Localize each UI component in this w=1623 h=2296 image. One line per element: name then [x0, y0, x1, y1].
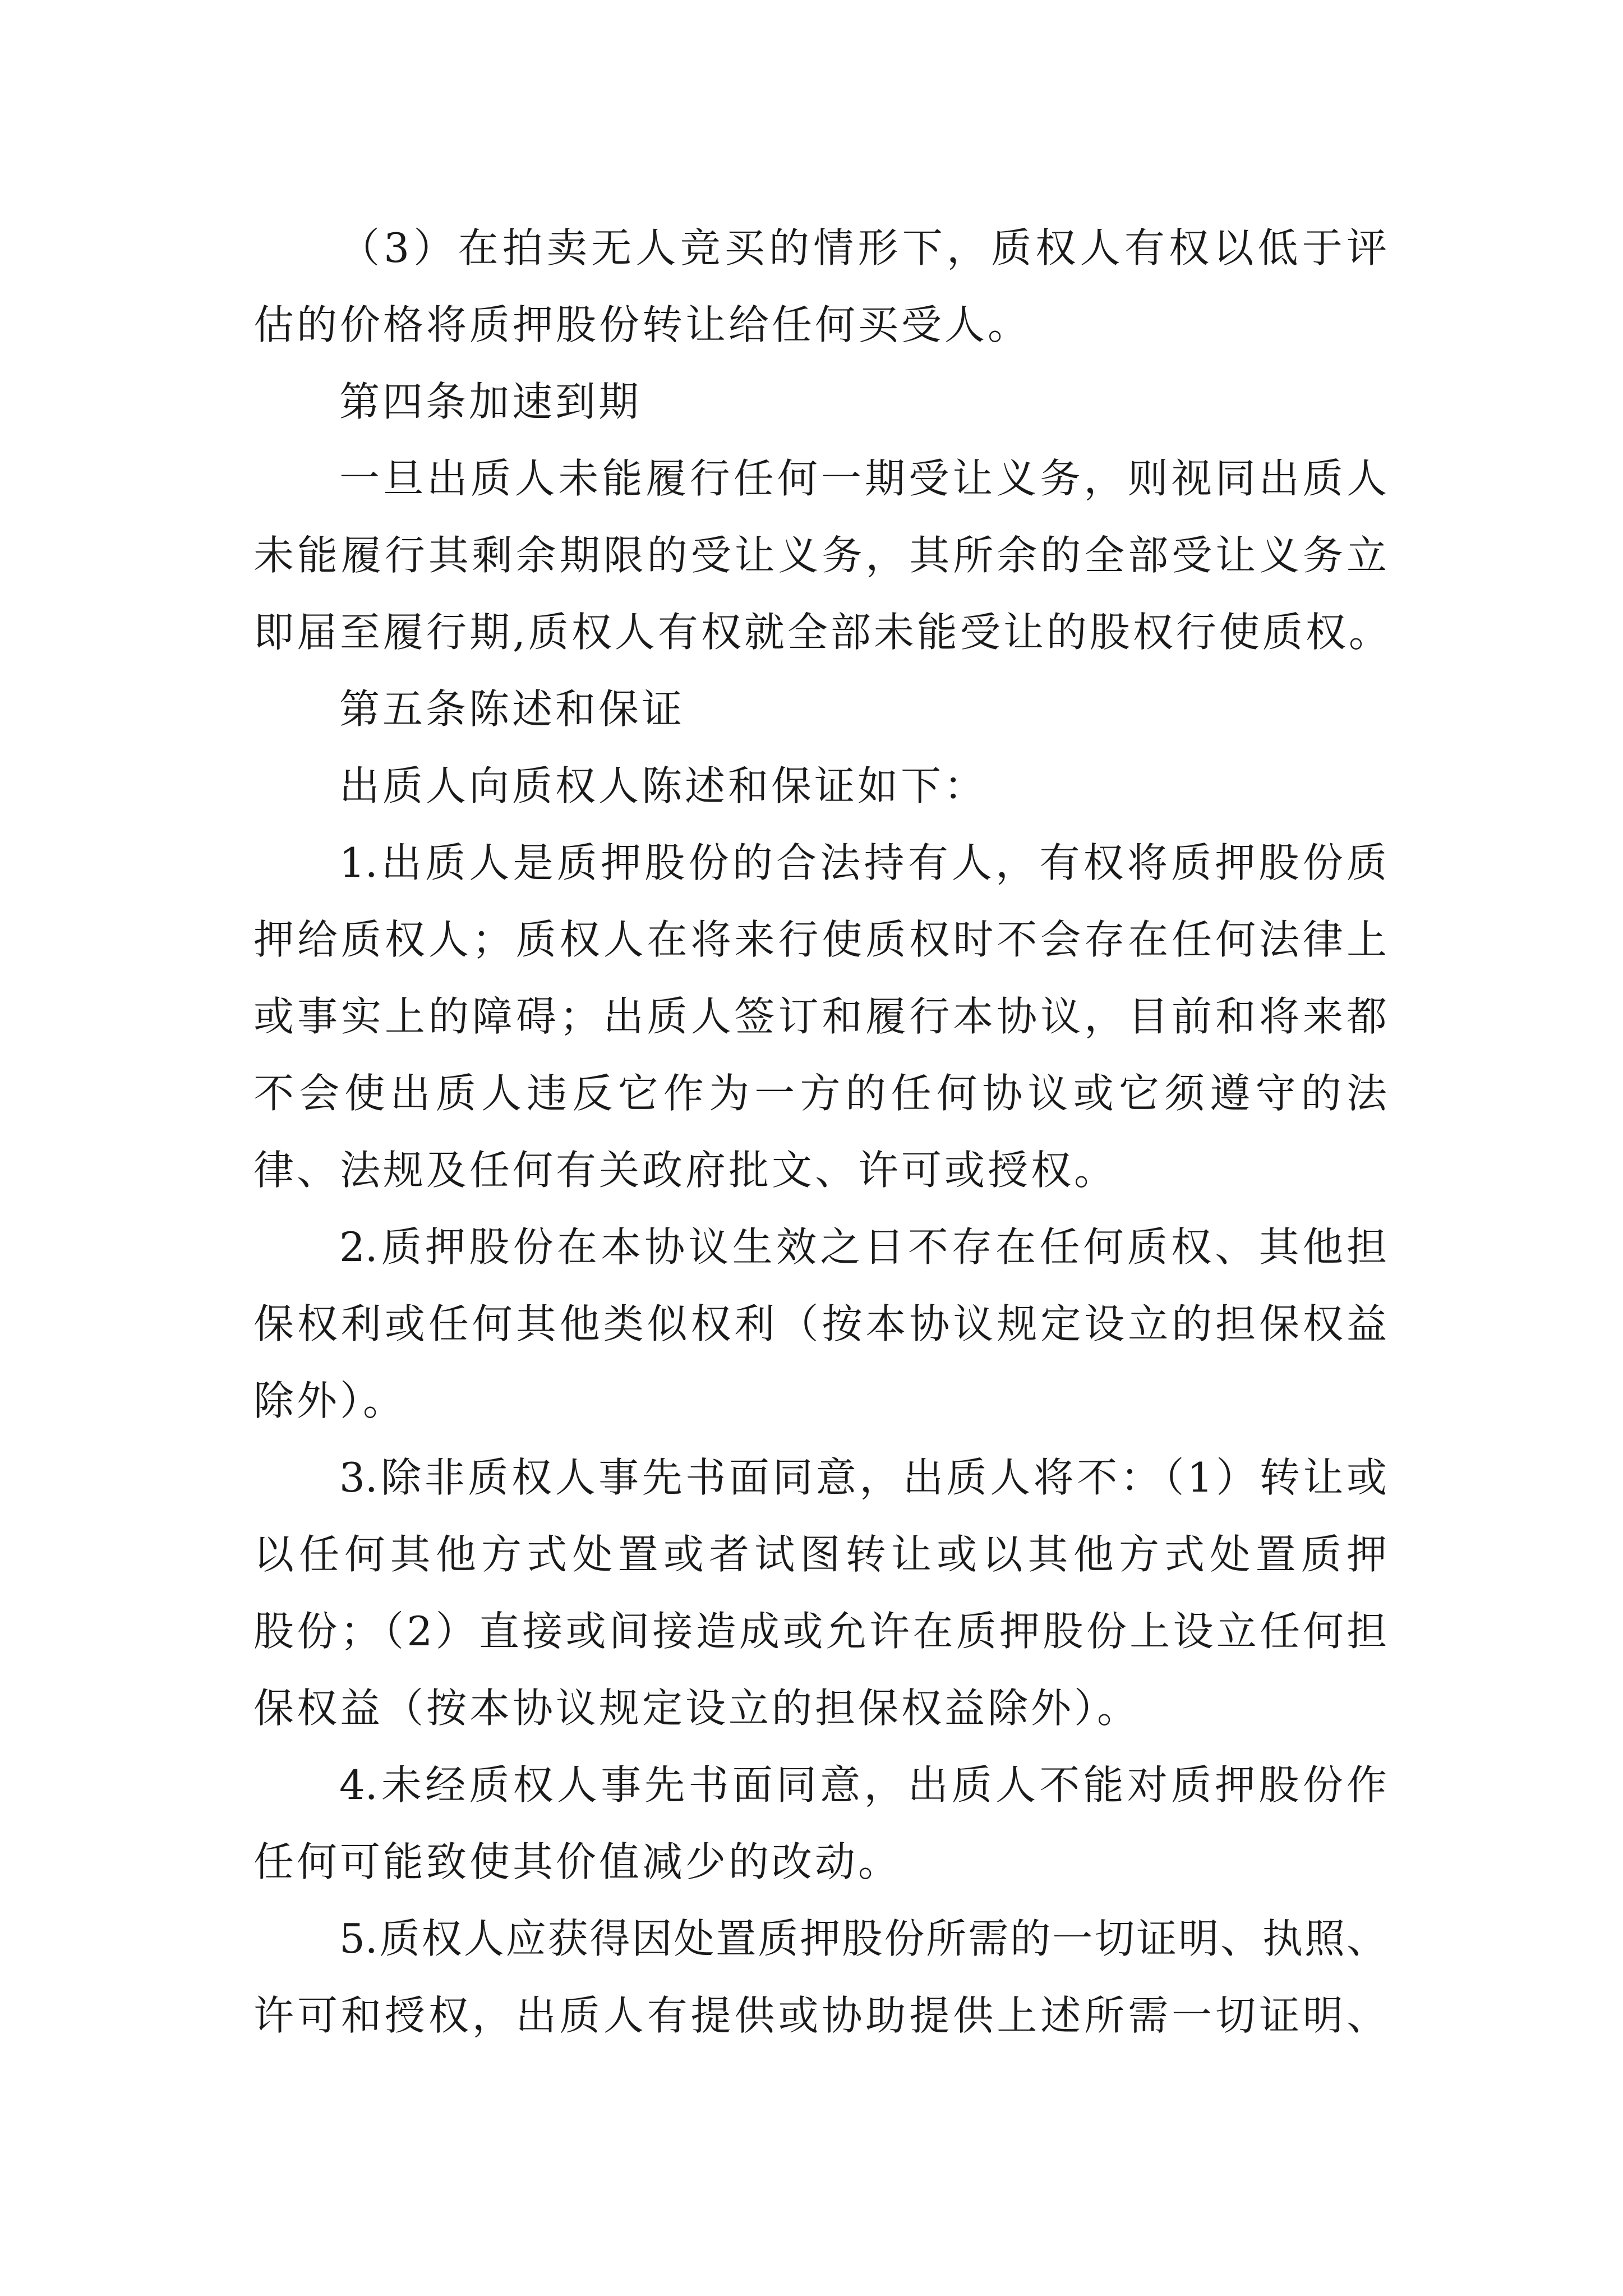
- text-line: 押给质权人；质权人在将来行使质权时不会存在任何法律上: [253, 916, 1387, 963]
- text-line: 1.出质人是质押股份的合法持有人，有权将质押股份质: [339, 839, 1387, 886]
- text-line: 不会使出质人违反它作为一方的任何协议或它须遵守的法: [253, 1070, 1387, 1117]
- paragraph: [0, 1209, 1623, 1439]
- text-line: 股份；（2）直接或间接造成或允许在质押股份上设立任何担: [253, 1608, 1387, 1655]
- text-line: （3）在拍卖无人竞买的情形下，质权人有权以低于评: [339, 224, 1387, 272]
- text-line: 任何可能致使其价值减少的改动。: [253, 1838, 902, 1885]
- text-line: 即届至履行期,质权人有权就全部未能受让的股权行使质权。: [253, 609, 1392, 656]
- text-line: 5.质权人应获得因处置质押股份所需的一切证明、执照、: [339, 1915, 1387, 1962]
- text-line: 3.除非质权人事先书面同意，出质人将不：（1）转让或: [339, 1454, 1387, 1501]
- text-line: 保权利或任何其他类似权利（按本协议规定设立的担保权益: [253, 1300, 1387, 1347]
- text-line: 许可和授权，出质人有提供或协助提供上述所需一切证明、: [253, 1992, 1387, 2039]
- text-line: 以任何其他方式处置或者试图转让或以其他方式处置质押: [253, 1531, 1387, 1578]
- section-heading: [0, 671, 1623, 748]
- text-line: 未能履行其剩余期限的受让义务，其所余的全部受让义务立: [253, 532, 1387, 579]
- text-line: 2.质押股份在本协议生效之日不存在任何质权、其他担: [339, 1223, 1387, 1271]
- text-line: 律、法规及任何有关政府批文、许可或授权。: [253, 1147, 1118, 1194]
- paragraph: [0, 825, 1623, 1209]
- paragraph: [0, 210, 1623, 364]
- text-line: 或事实上的障碍；出质人签订和履行本协议，目前和将来都: [253, 993, 1387, 1040]
- paragraph: [0, 1747, 1623, 1901]
- paragraph: [0, 440, 1623, 671]
- text-line: 保权益（按本协议规定设立的担保权益除外）。: [253, 1685, 1141, 1732]
- paragraph: [0, 1901, 1623, 2054]
- text-line: 4.未经质权人事先书面同意，出质人不能对质押股份作: [339, 1761, 1387, 1809]
- text-line: 出质人向质权人陈述和保证如下：: [339, 762, 988, 809]
- text-line: 除外）。: [253, 1377, 407, 1424]
- text-line: 第五条陈述和保证: [339, 685, 685, 733]
- text-line: 一旦出质人未能履行任何一期受让义务，则视同出质人: [339, 455, 1387, 502]
- text-line: 第四条加速到期: [339, 378, 642, 425]
- document-body: [0, 210, 1623, 2054]
- paragraph: [0, 748, 1623, 825]
- section-heading: [0, 364, 1623, 440]
- text-line: 估的价格将质押股份转让给任何买受人。: [253, 301, 1031, 348]
- paragraph: [0, 1439, 1623, 1747]
